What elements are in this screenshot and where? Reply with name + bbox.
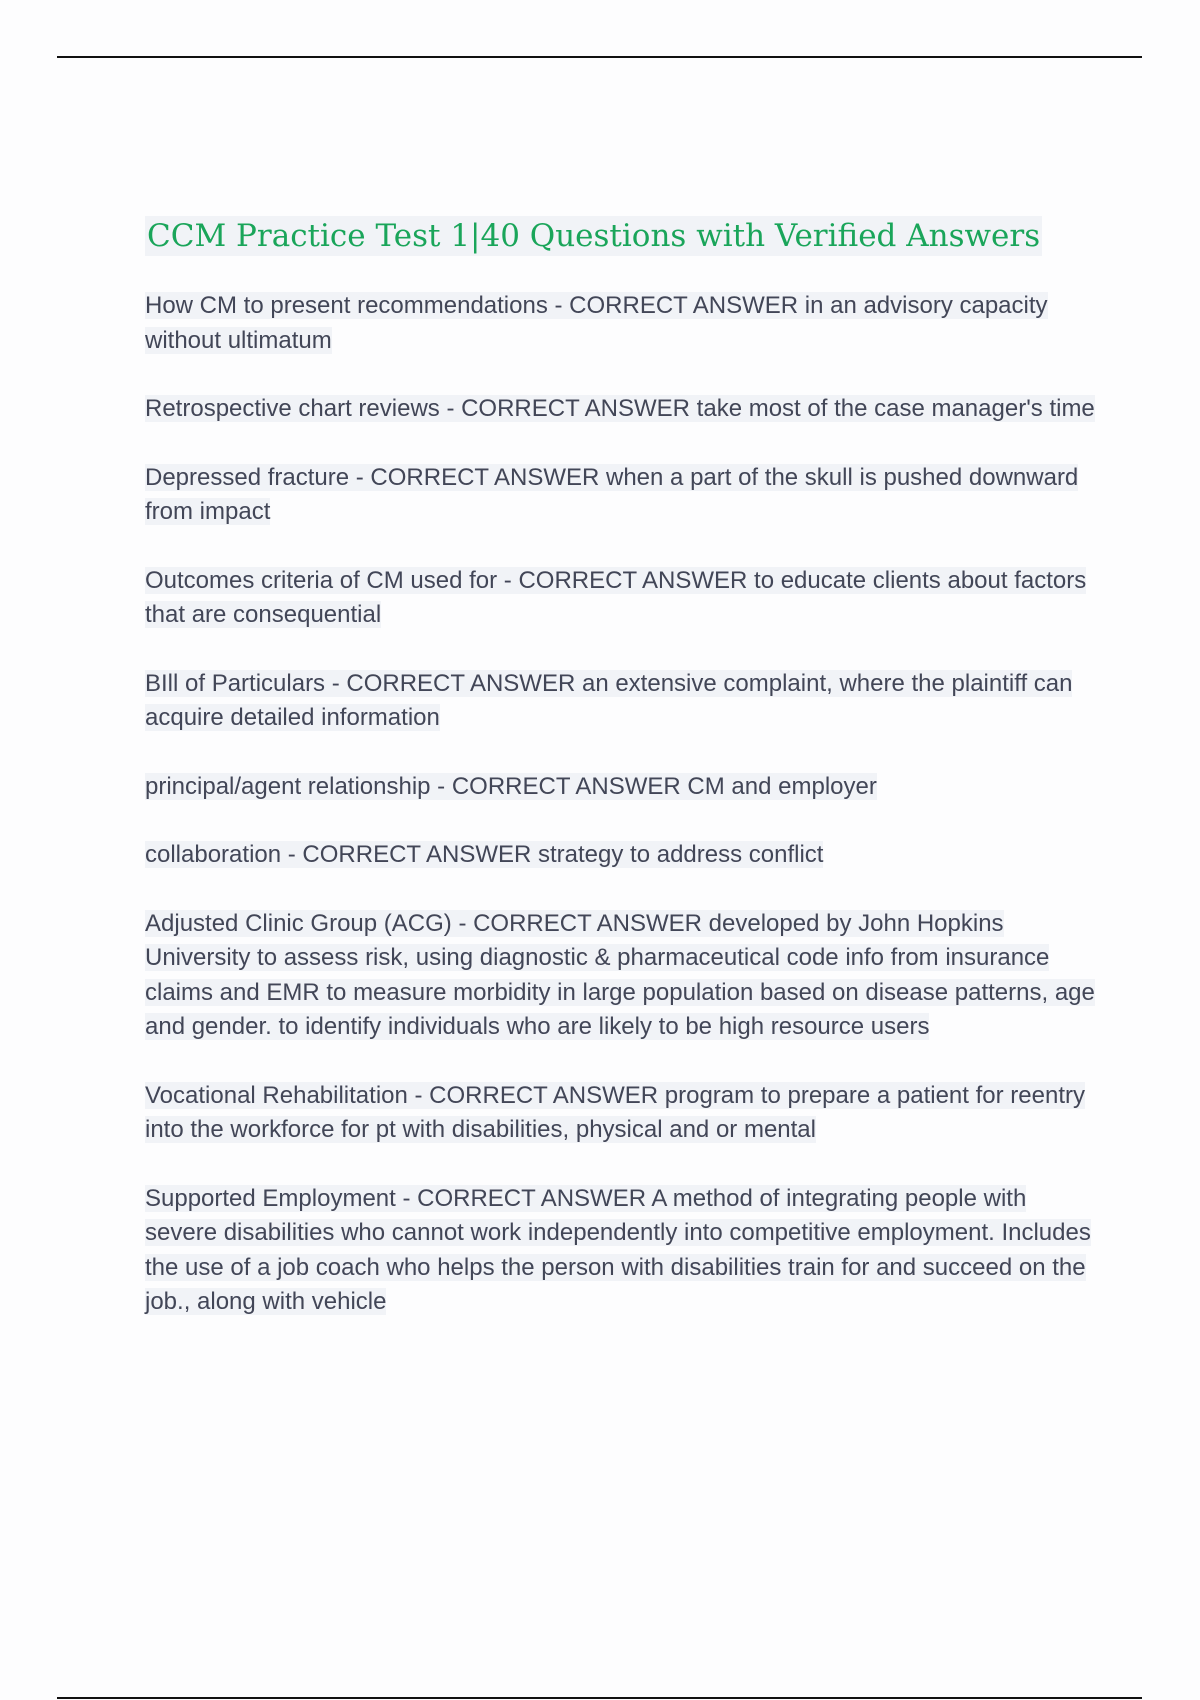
qa-text: principal/agent relationship - CORRECT ANSWER CM and employer bbox=[145, 772, 877, 800]
qa-text: Outcomes criteria of CM used for - CORRECT ANSWER to educate clients about factors that are consequential bbox=[145, 566, 1087, 628]
qa-text: Vocational Rehabilitation - CORRECT ANSWER program to prepare a patient for reentry into the workforce for pt with disabilities, physical and or mental bbox=[145, 1081, 1085, 1143]
header-rule bbox=[57, 56, 1142, 58]
qa-item bbox=[145, 1182, 1095, 1320]
page-title: CCM Practice Test 1|40 Questions with Verified Answers bbox=[147, 218, 1041, 254]
qa-item bbox=[145, 461, 1095, 530]
qa-text: Depressed fracture - CORRECT ANSWER when a part of the skull is pushed downward from impact bbox=[145, 463, 1079, 525]
qa-text: Supported Employment - CORRECT ANSWER A method of integrating people with severe disabilities who cannot work independently into competitive employment. Includes the use of a job coach who helps the person with disabilities train for and succeed on the job., along with vehicle bbox=[145, 1184, 1091, 1315]
qa-item bbox=[145, 1079, 1095, 1148]
qa-text: Adjusted Clinic Group (ACG) - CORRECT ANSWER developed by John Hopkins University to assess risk, using diagnostic & pharmaceutical code info from insurance claims and EMR to measure morbidity in large population based on disease patterns, age and gender. to identify individuals who are likely to be high resource users bbox=[145, 909, 1095, 1040]
qa-item bbox=[145, 770, 1095, 805]
qa-item bbox=[145, 838, 1095, 873]
footer-rule bbox=[57, 1697, 1142, 1699]
qa-text: collaboration - CORRECT ANSWER strategy to address conflict bbox=[145, 841, 824, 868]
qa-text: BIll of Particulars - CORRECT ANSWER an extensive complaint, where the plaintiff can acquire detailed information bbox=[145, 669, 1073, 731]
qa-item bbox=[145, 907, 1095, 1045]
qa-text: Retrospective chart reviews - CORRECT ANSWER take most of the case manager's time bbox=[145, 395, 1095, 422]
qa-text: How CM to present recommendations - CORRECT ANSWER in an advisory capacity without ultimatum bbox=[145, 292, 1048, 354]
qa-item bbox=[145, 667, 1095, 736]
qa-item bbox=[145, 392, 1095, 427]
qa-list bbox=[145, 289, 1095, 1354]
qa-item bbox=[145, 289, 1095, 358]
qa-item bbox=[145, 564, 1095, 633]
